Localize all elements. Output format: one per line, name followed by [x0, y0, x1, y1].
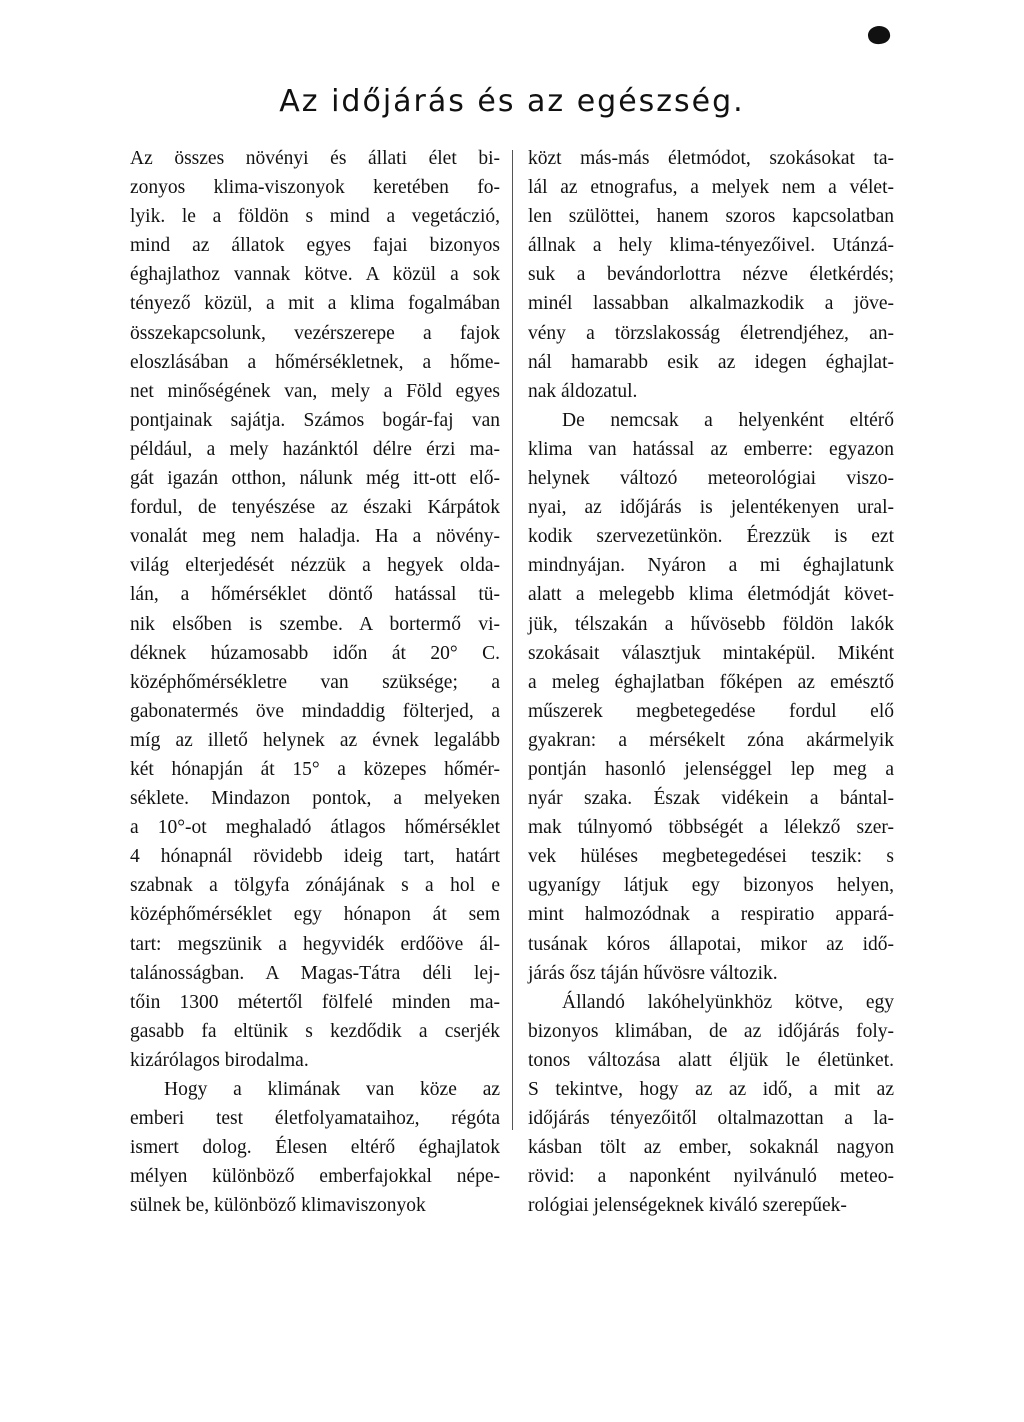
text-line: világ elterjedését nézzük a hegyek olda-: [130, 555, 500, 577]
text-line: S tekintve, hogy az az idő, a mit az: [528, 1079, 894, 1100]
text-line: klima van hatással az emberre: egyazon: [528, 438, 894, 460]
text-line: a meleg éghajlatban főképen az emésztő: [528, 671, 894, 693]
text-line: suk a bevándorlottra nézve életkérdés;: [528, 264, 894, 286]
text-line: tusának kóros állapotai, mikor az idő-: [528, 933, 894, 955]
text-line: Állandó lakóhelyünkhöz kötve, egy: [562, 991, 894, 1013]
text-line: két hónapján át 15° a közepes hőmér-: [130, 758, 500, 780]
text-line: tényező közül, a mit a klima fogalmában: [130, 293, 500, 315]
text-line: sülnek be, különböző klimaviszonyok: [130, 1195, 426, 1217]
text-line: mint halmozódnak a respiratio appará-: [528, 904, 894, 926]
text-line: jük, télszakán a hűvösebb földön lakók: [528, 613, 894, 635]
text-line: rológiai jelenségeknek kiváló szerepűek-: [528, 1195, 847, 1217]
text-line: kizárólagos birodalma.: [130, 1049, 309, 1071]
text-line: szabnak a tölgyfa zónájának s a hol e: [130, 875, 500, 897]
right-text-column: [528, 144, 894, 1220]
text-line: míg az illető helynek az évnek legalább: [130, 729, 500, 751]
text-line: állnak a hely klima-tényezőivel. Utánzá-: [528, 235, 894, 257]
text-line: tonos változása alatt éljük le életünket.: [528, 1049, 894, 1071]
text-line: alatt a melegebb klima életmódját követ-: [528, 584, 894, 606]
text-line: pontjainak sajátja. Számos bogár-faj van: [130, 409, 500, 431]
text-line: minél lassabban alkalmazkodik a jöve-: [528, 293, 894, 315]
text-line: 4 hónapnál rövidebb ideig tart, határt: [130, 846, 500, 868]
text-line: gabonatermés öve mindaddig fölterjed, a: [130, 700, 500, 722]
text-line: fordul, de tenyészése az északi Kárpátok: [130, 497, 500, 519]
text-line: rövid: a naponként nyilvánuló meteo-: [528, 1166, 894, 1188]
text-line: mélyen különböző emberfajokkal népe-: [130, 1166, 500, 1188]
text-line: déknek húzamosabb időn át 20° C.: [130, 642, 500, 664]
text-line: szokásait választjuk mintaképül. Miként: [528, 642, 894, 664]
text-line: összekapcsolunk, vezérszerepe a fajok: [130, 322, 500, 344]
text-line: gyakran: a mérsékelt zóna akármelyik: [528, 729, 894, 751]
text-line: vény a törzslakosság életrendjéhez, an-: [528, 322, 894, 344]
text-line: Hogy a klimának van köze az: [164, 1079, 500, 1100]
text-line: nál hamarabb esik az idegen éghajlat-: [528, 351, 894, 373]
text-line: séklete. Mindazon pontok, a melyeken: [130, 788, 500, 810]
text-line: Az összes növényi és állati élet bi-: [130, 148, 500, 169]
text-line: kodik szervezetünkön. Érezzük is ezt: [528, 526, 894, 548]
column-divider: [512, 150, 513, 1130]
text-line: ugyanígy látjuk egy bizonyos helyen,: [528, 875, 894, 897]
text-line: a 10°-ot meghaladó átlagos hőmérséklet: [130, 817, 500, 839]
left-text-column: [130, 144, 500, 1220]
text-line: időjárás tényezőitől oltalmazottan a la-: [528, 1108, 894, 1130]
text-line: ismert dolog. Élesen eltérő éghajlatok: [130, 1137, 500, 1159]
text-line: lyik. le a földön s mind a vegetáczió,: [130, 206, 500, 228]
text-line: zonyos klima-viszonyok keretében fo-: [130, 177, 500, 199]
text-line: talánosságban. A Magas-Tátra déli lej-: [130, 962, 500, 984]
text-line: vek hüléses megbetegedései teszik: s: [528, 846, 894, 868]
text-line: kásban tölt az ember, sokaknál nagyon: [528, 1137, 894, 1159]
text-line: éghajlathoz vannak kötve. A közül a sok: [130, 264, 500, 286]
text-line: nik elsőben is szembe. A bortermő vi-: [130, 613, 500, 635]
text-line: nyár szaka. Észak vidékein a bántal-: [528, 788, 894, 810]
text-line: tőin 1300 métertől fölfelé minden ma-: [130, 991, 500, 1013]
text-line: középhőmérséklet egy hónapon át sem: [130, 904, 500, 926]
text-line: len szülöttei, hanem szoros kapcsolatban: [528, 206, 894, 228]
text-line: gát igazán otthon, nálunk még itt-ott elő-: [130, 468, 500, 490]
text-line: lán, a hőmérséklet döntő hatással tü-: [130, 584, 500, 606]
text-line: tart: megszünik a hegyvidék erdőöve ál-: [130, 933, 500, 955]
page-title: Az időjárás és az egészség.: [279, 84, 745, 119]
text-line: mind az állatok egyes fajai bizonyos: [130, 235, 500, 257]
text-line: mak túlnyomó többségét a lélekző szer-: [528, 817, 894, 839]
text-line: műszerek megbetegedése fordul elő: [528, 700, 894, 722]
text-line: például, a mely hazánktól délre érzi ma-: [130, 438, 500, 460]
text-line: nak áldozatul.: [528, 380, 638, 402]
text-line: bizonyos klimában, de az időjárás foly-: [528, 1020, 894, 1042]
text-line: eloszlásában a hőmérsékletnek, a hőme-: [130, 351, 500, 373]
text-line: lál az etnografus, a melyek nem a vélet-: [528, 177, 894, 199]
text-line: középhőmérsékletre van szüksége; a: [130, 671, 500, 693]
text-line: közt más-más életmódot, szokásokat ta-: [528, 148, 894, 169]
text-line: De nemcsak a helyenként eltérő: [562, 409, 894, 431]
text-line: járás ősz táján hűvösre változik.: [528, 962, 778, 984]
text-line: mindnyájan. Nyáron a mi éghajlatunk: [528, 555, 894, 577]
text-line: vonalát meg nem haladja. Ha a növény-: [130, 526, 500, 548]
text-line: net minőségének van, mely a Föld egyes: [130, 380, 500, 402]
text-line: helynek változó meteorológiai viszo-: [528, 468, 894, 490]
text-line: gasabb fa eltünik s kezdődik a cserjék: [130, 1020, 500, 1042]
text-line: emberi test életfolyamataihoz, régóta: [130, 1108, 500, 1130]
text-line: nyai, az időjárás is jelentékenyen ural-: [528, 497, 894, 519]
text-line: pontján hasonló jelenséggel lep meg a: [528, 758, 894, 780]
ink-blot-mark: [867, 25, 891, 46]
